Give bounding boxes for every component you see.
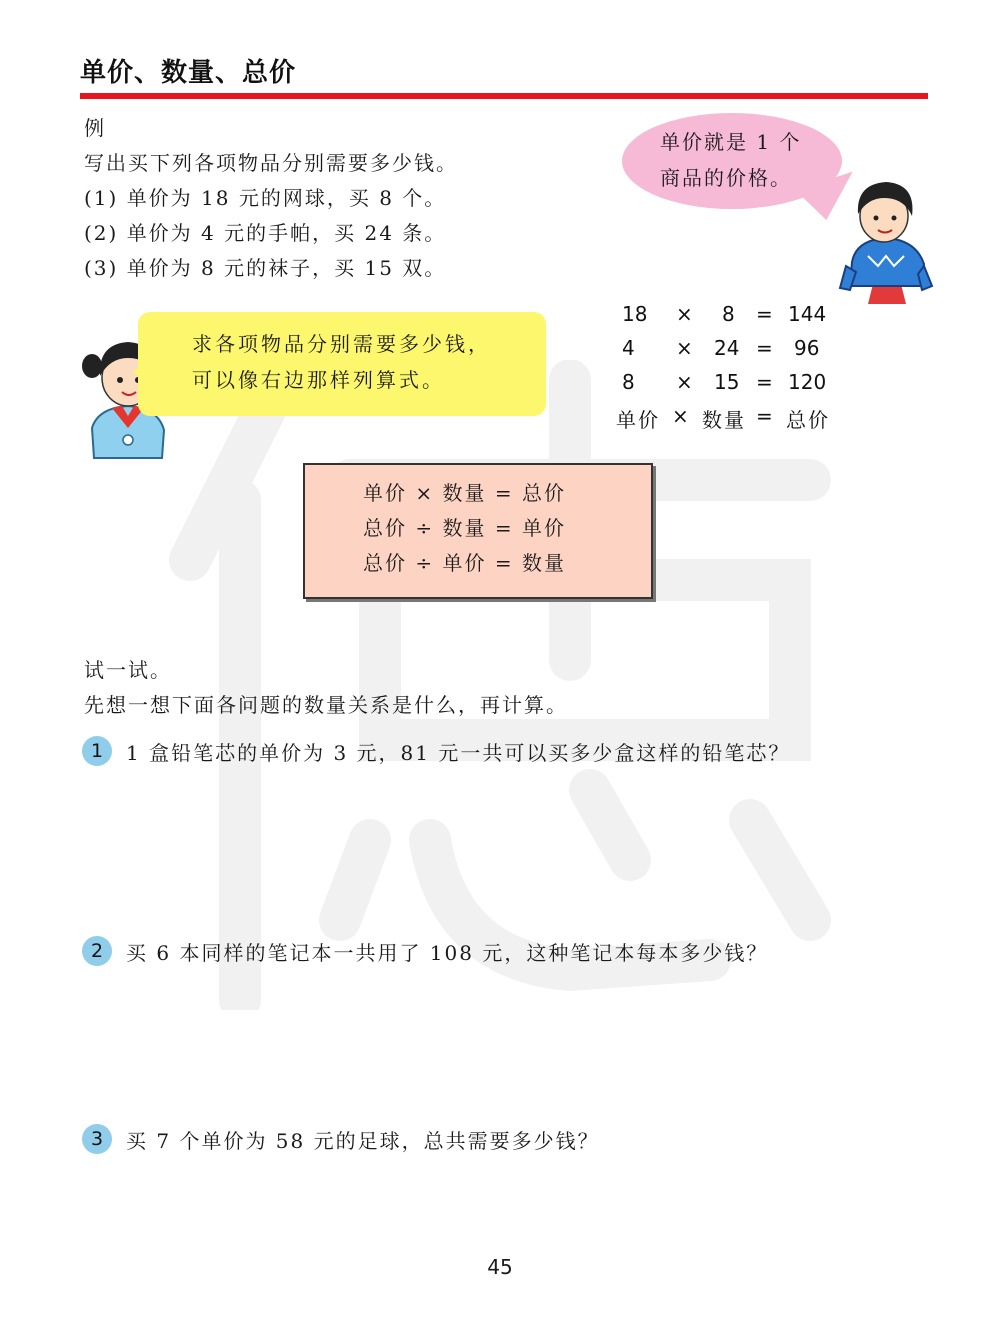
boy-bubble-text: [660, 124, 830, 196]
boy-bubble-line-2: 商品的价格。: [660, 166, 792, 190]
calc-word-quantity: 数量: [702, 408, 746, 432]
calc-times-sign: ×: [676, 370, 693, 394]
calc-word-price: 单价: [616, 408, 660, 432]
calc-equals-sign: =: [756, 370, 773, 394]
girl-bubble-line-2: 可以像右边那样列算式。: [192, 368, 445, 392]
example-label: 例: [84, 116, 106, 140]
watermark-graphic: [150, 360, 850, 1010]
try-intro: 先想一想下面各问题的数量关系是什么，再计算。: [84, 693, 568, 717]
girl-bubble-text: [192, 326, 491, 398]
calc-times-sign: ×: [676, 302, 693, 326]
calc-quantity: 24: [714, 336, 740, 360]
calc-word-times-sign: ×: [672, 404, 689, 428]
calc-total: 120: [788, 370, 827, 394]
example-item-3: (3) 单价为 8 元的袜子，买 15 双。: [84, 256, 447, 280]
calc-word-total: 总价: [786, 408, 830, 432]
calc-price: 4: [622, 336, 635, 360]
calc-equals-sign: =: [756, 336, 773, 360]
calc-total: 144: [788, 302, 827, 326]
formula-price: 总价 ÷ 数量 = 单价: [363, 516, 566, 540]
example-item-2: (2) 单价为 4 元的手帕，买 24 条。: [84, 221, 447, 245]
try-label: 试一试。: [84, 658, 172, 682]
formula-box: [303, 463, 653, 599]
calc-times-sign: ×: [676, 336, 693, 360]
calc-word-equals-sign: =: [756, 404, 773, 428]
boy-illustration: [838, 176, 934, 306]
calc-price: 8: [622, 370, 635, 394]
page-number: 45: [487, 1255, 513, 1279]
calc-equals-sign: =: [756, 302, 773, 326]
calc-quantity: 15: [714, 370, 740, 394]
question-number-badge: 3: [82, 1124, 112, 1154]
question-3-text: 买 7 个单价为 58 元的足球，总共需要多少钱？: [126, 1129, 600, 1153]
example-item-1: (1) 单价为 18 元的网球，买 8 个。: [84, 186, 447, 210]
page-title: 单价、数量、总价: [80, 58, 297, 88]
girl-bubble-tail: [132, 358, 154, 386]
question-number-badge: 1: [82, 736, 112, 766]
question-2-text: 买 6 本同样的笔记本一共用了 108 元，这种笔记本每本多少钱？: [126, 941, 769, 965]
calc-total: 96: [794, 336, 820, 360]
title-underline: [80, 93, 928, 99]
formula-quantity: 总价 ÷ 单价 = 数量: [363, 551, 566, 575]
example-intro: 写出买下列各项物品分别需要多少钱。: [84, 151, 458, 175]
calc-price: 18: [622, 302, 648, 326]
question-number-badge: 2: [82, 936, 112, 966]
boy-bubble-line-1: 单价就是 1 个: [660, 130, 802, 154]
calc-quantity: 8: [722, 302, 735, 326]
question-1-text: 1 盒铅笔芯的单价为 3 元，81 元一共可以买多少盒这样的铅笔芯？: [126, 741, 791, 765]
girl-bubble-line-1: 求各项物品分别需要多少钱，: [192, 332, 491, 356]
formula-total: 单价 × 数量 = 总价: [363, 481, 566, 505]
